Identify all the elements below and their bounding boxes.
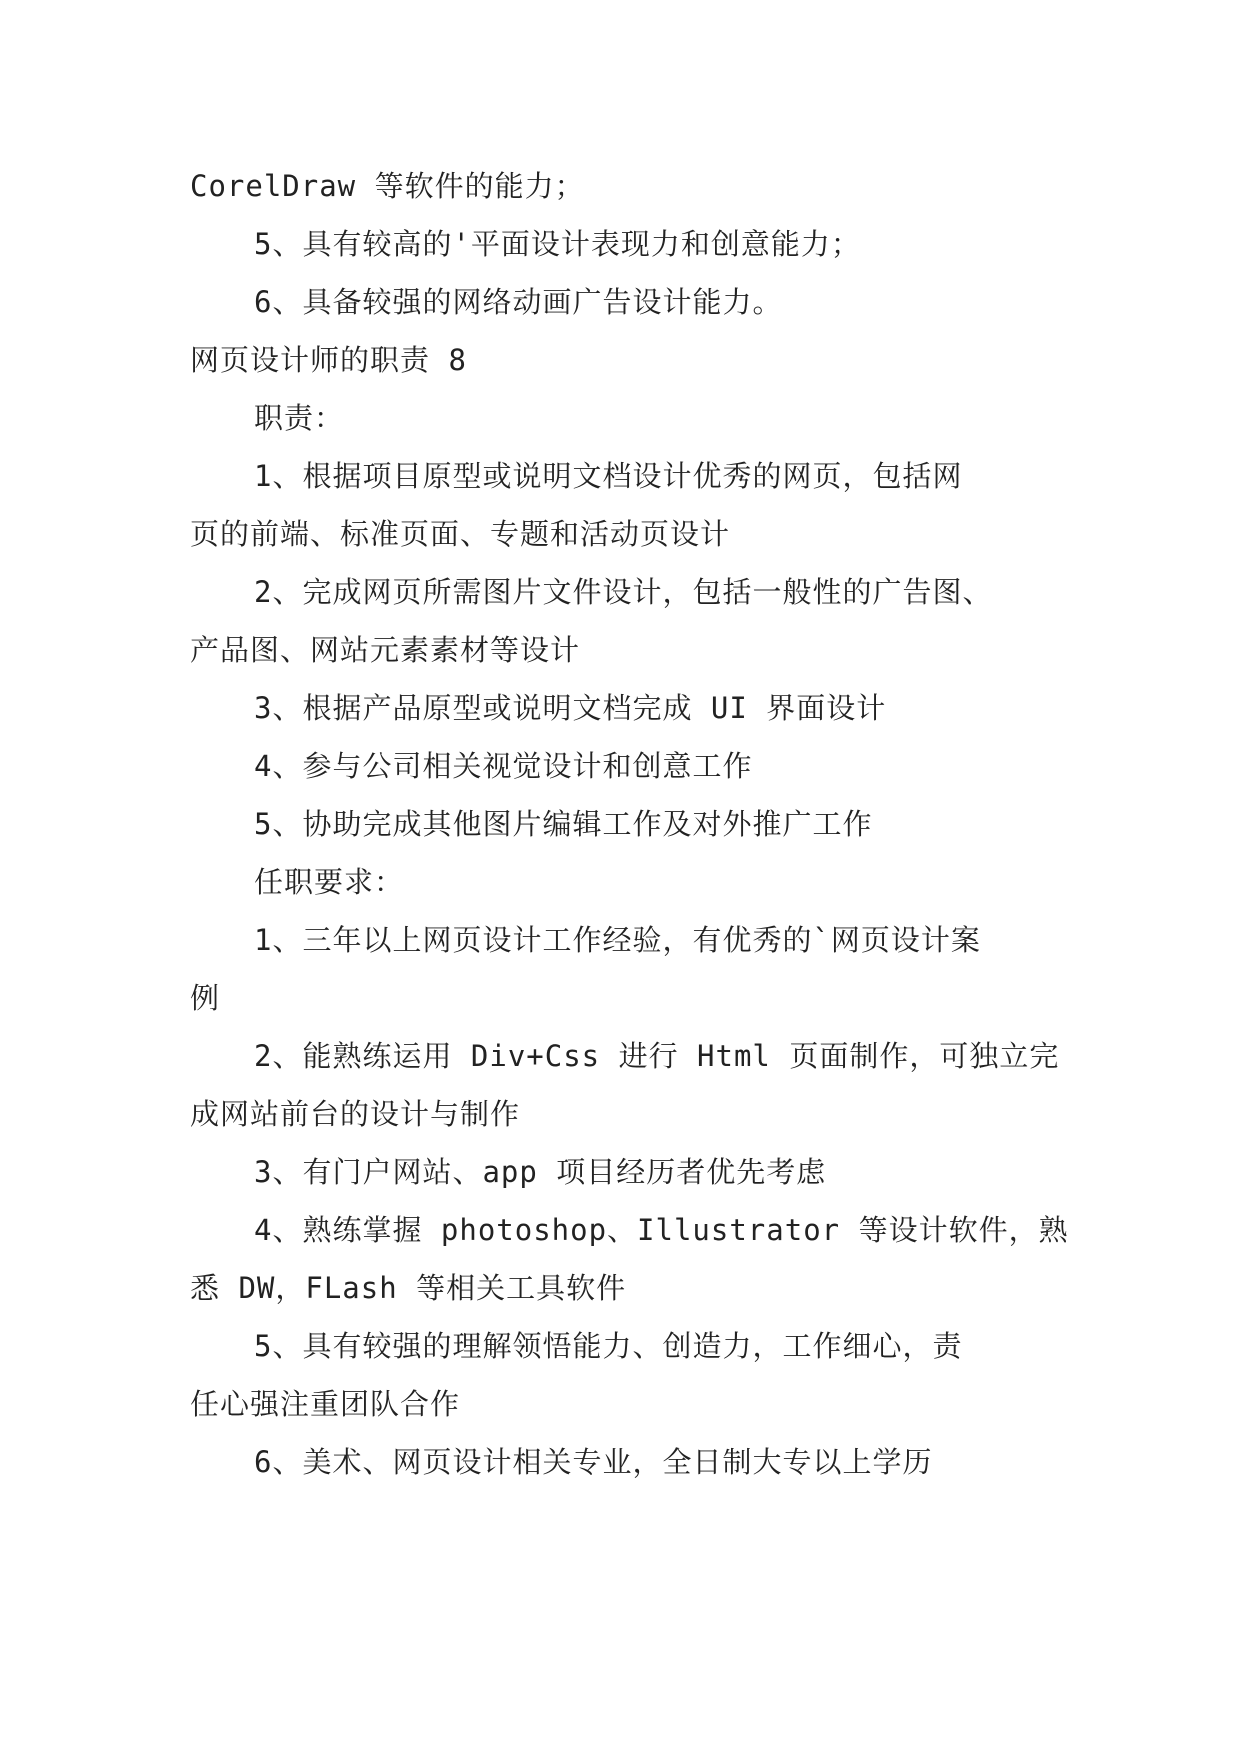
- text-line-resp-5: 5、协助完成其他图片编辑工作及对外推广工作: [254, 807, 873, 841]
- text-line-resp-3: 3、根据产品原型或说明文档完成 UI 界面设计: [254, 691, 887, 725]
- text-line-req-2a: 2、能熟练运用 Div+Css 进行 Html 页面制作，可独立完: [254, 1039, 1060, 1073]
- text-line-req-4b: 悉 DW，FLash 等相关工具软件: [190, 1271, 627, 1305]
- text-line-req-6: 6、美术、网页设计相关专业，全日制大专以上学历: [254, 1445, 933, 1479]
- responsibilities-heading: 职责：: [254, 401, 345, 435]
- text-line-resp-2b: 产品图、网站元素素材等设计: [190, 633, 581, 667]
- requirements-heading: 任职要求：: [254, 865, 405, 899]
- text-line-req-3: 3、有门户网站、app 项目经历者优先考虑: [254, 1155, 827, 1189]
- section-heading: 网页设计师的职责 8: [190, 343, 467, 377]
- text-line-req-5b: 任心强注重团队合作: [190, 1387, 461, 1421]
- text-line-resp-1b: 页的前端、标准页面、专题和活动页设计: [190, 517, 731, 551]
- text-line-req-1a: 1、三年以上网页设计工作经验，有优秀的`网页设计案: [254, 923, 981, 957]
- text-line-resp-2a: 2、完成网页所需图片文件设计，包括一般性的广告图、: [254, 575, 993, 609]
- text-line-animation-ad: 6、具备较强的网络动画广告设计能力。: [254, 285, 783, 319]
- text-line-req-5a: 5、具有较强的理解领悟能力、创造力，工作细心，责: [254, 1329, 963, 1363]
- text-line-req-4a: 4、熟练掌握 photoshop、Illustrator 等设计软件，熟: [254, 1213, 1069, 1247]
- text-line-req-2b: 成网站前台的设计与制作: [190, 1097, 521, 1131]
- text-line-req-1b: 例: [190, 981, 221, 1015]
- text-line-software-ability: CorelDraw 等软件的能力；: [190, 169, 585, 203]
- text-line-graphic-design: 5、具有较高的'平面设计表现力和创意能力；: [254, 227, 861, 261]
- text-line-resp-1a: 1、根据项目原型或说明文档设计优秀的网页，包括网: [254, 459, 963, 493]
- text-line-resp-4: 4、参与公司相关视觉设计和创意工作: [254, 749, 753, 783]
